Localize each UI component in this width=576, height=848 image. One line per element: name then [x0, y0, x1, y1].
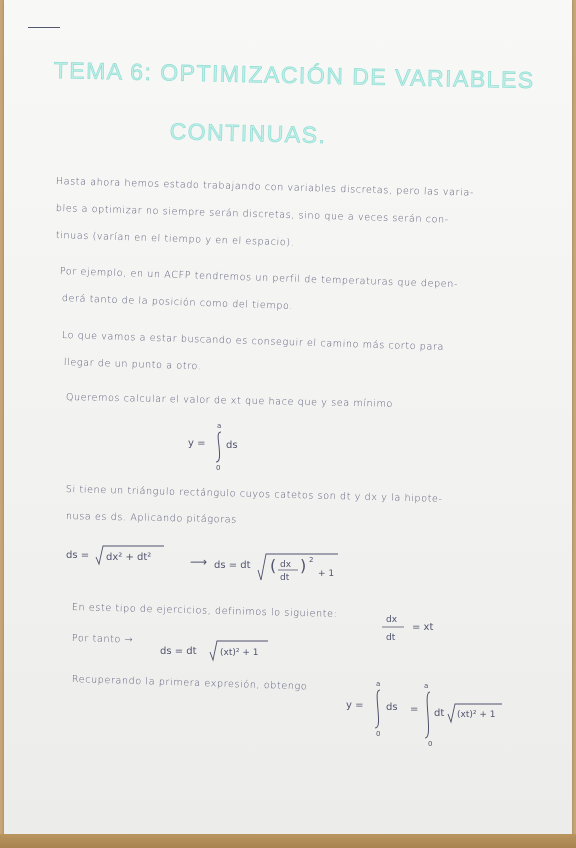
paragraph-2-line-1: Por ejemplo, en un ACFP tendremos un perfil de temperaturas que depen- [59, 266, 459, 291]
paragraph-6-line-1: En este tipo de ejercicios, definimos lo siguiente: [71, 602, 338, 620]
eq1-y-equals: y = [188, 438, 206, 449]
paragraph-3-line-1: Lo que vamos a estar buscando es conseguir el camino más corto para [61, 330, 445, 354]
eq2-fraction-num: dx [280, 560, 292, 570]
eq5-upper-limit-1: a [376, 680, 381, 688]
eq5-integral-sign-2 [425, 692, 430, 738]
desk-surface [0, 834, 576, 848]
eq2-radicand: dx² + dt² [106, 552, 152, 563]
page-title-line-2: CONTINUAS. [169, 118, 327, 149]
eq5-radicand: (xt)² + 1 [457, 710, 496, 720]
eq3-equals-xt: = xt [412, 622, 434, 633]
paragraph-8-line-1: Recuperando la primera expresión, obtengo [71, 674, 308, 693]
eq5-upper-limit-2: a [424, 682, 429, 690]
paragraph-5-line-1: Si tiene un triángulo rectángulo cuyos catetos son dt y dx y la hipote- [65, 484, 443, 505]
corner-mark [28, 27, 60, 28]
eq3-fraction-num: dx [386, 615, 398, 625]
pythagoras-equation [66, 540, 366, 590]
paragraph-1-line-2: bles a optimizar no siempre serán discretas, sino que a veces serán con- [55, 203, 449, 226]
eq5-equals: = [410, 704, 419, 715]
eq2-fraction-den: dt [280, 573, 290, 583]
eq2-ds-dt: ds = dt [214, 560, 251, 571]
eq1-lower-limit: 0 [216, 464, 221, 472]
paragraph-1-line-1: Hasta ahora hemos estado trabajando con variables discretas, pero las varia- [55, 176, 475, 199]
paragraph-7-line-1: Por tanto → [71, 633, 134, 646]
paragraph-4-line-1: Queremos calcular el valor de xt que hace que y sea mínimo [65, 392, 394, 410]
eq2-ds-equals: ds = [66, 550, 90, 561]
eq5-integral-sign-1 [375, 690, 380, 728]
eq5-lower-limit-1: 0 [376, 730, 381, 738]
paragraph-3-line-2: llegar de un punto a otro. [63, 357, 202, 373]
eq5-y-equals: y = [346, 700, 364, 711]
page-title-line-1: TEMA 6: OPTIMIZACIÓN DE VARIABLES [53, 57, 535, 94]
eq2-right-paren: ) [300, 556, 307, 575]
paragraph-2-line-2: derá tanto de la posición como del tiempo. [61, 293, 294, 313]
eq2-left-paren: ( [270, 556, 277, 575]
eq5-lower-limit-2: 0 [428, 740, 433, 748]
eq4-radicand: (xt)² + 1 [220, 648, 259, 658]
ds-in-terms-of-xt [160, 636, 290, 666]
paragraph-5-line-2: nusa es ds. Aplicando pitágoras [65, 511, 237, 526]
eq5-dt: dt [434, 708, 445, 719]
eq1-ds: ds [226, 440, 238, 451]
eq4-ds-dt: ds = dt [160, 646, 197, 657]
definition-dx-dt [382, 612, 462, 652]
paragraph-1-line-3: tinuas (varían en el tiempo y en el espacio). [55, 230, 295, 249]
eq3-fraction-den: dt [386, 633, 396, 643]
eq2-arrow: ⟶ [190, 555, 208, 569]
integral-y-ds [188, 418, 268, 470]
eq2-exponent: 2 [309, 556, 314, 564]
final-integral-expression [346, 676, 516, 748]
eq2-plus-one: + 1 [318, 569, 335, 579]
eq1-upper-limit: a [217, 422, 222, 430]
notebook-page [4, 0, 572, 838]
eq5-ds: ds [386, 702, 398, 713]
eq1-integral-sign [216, 432, 221, 462]
